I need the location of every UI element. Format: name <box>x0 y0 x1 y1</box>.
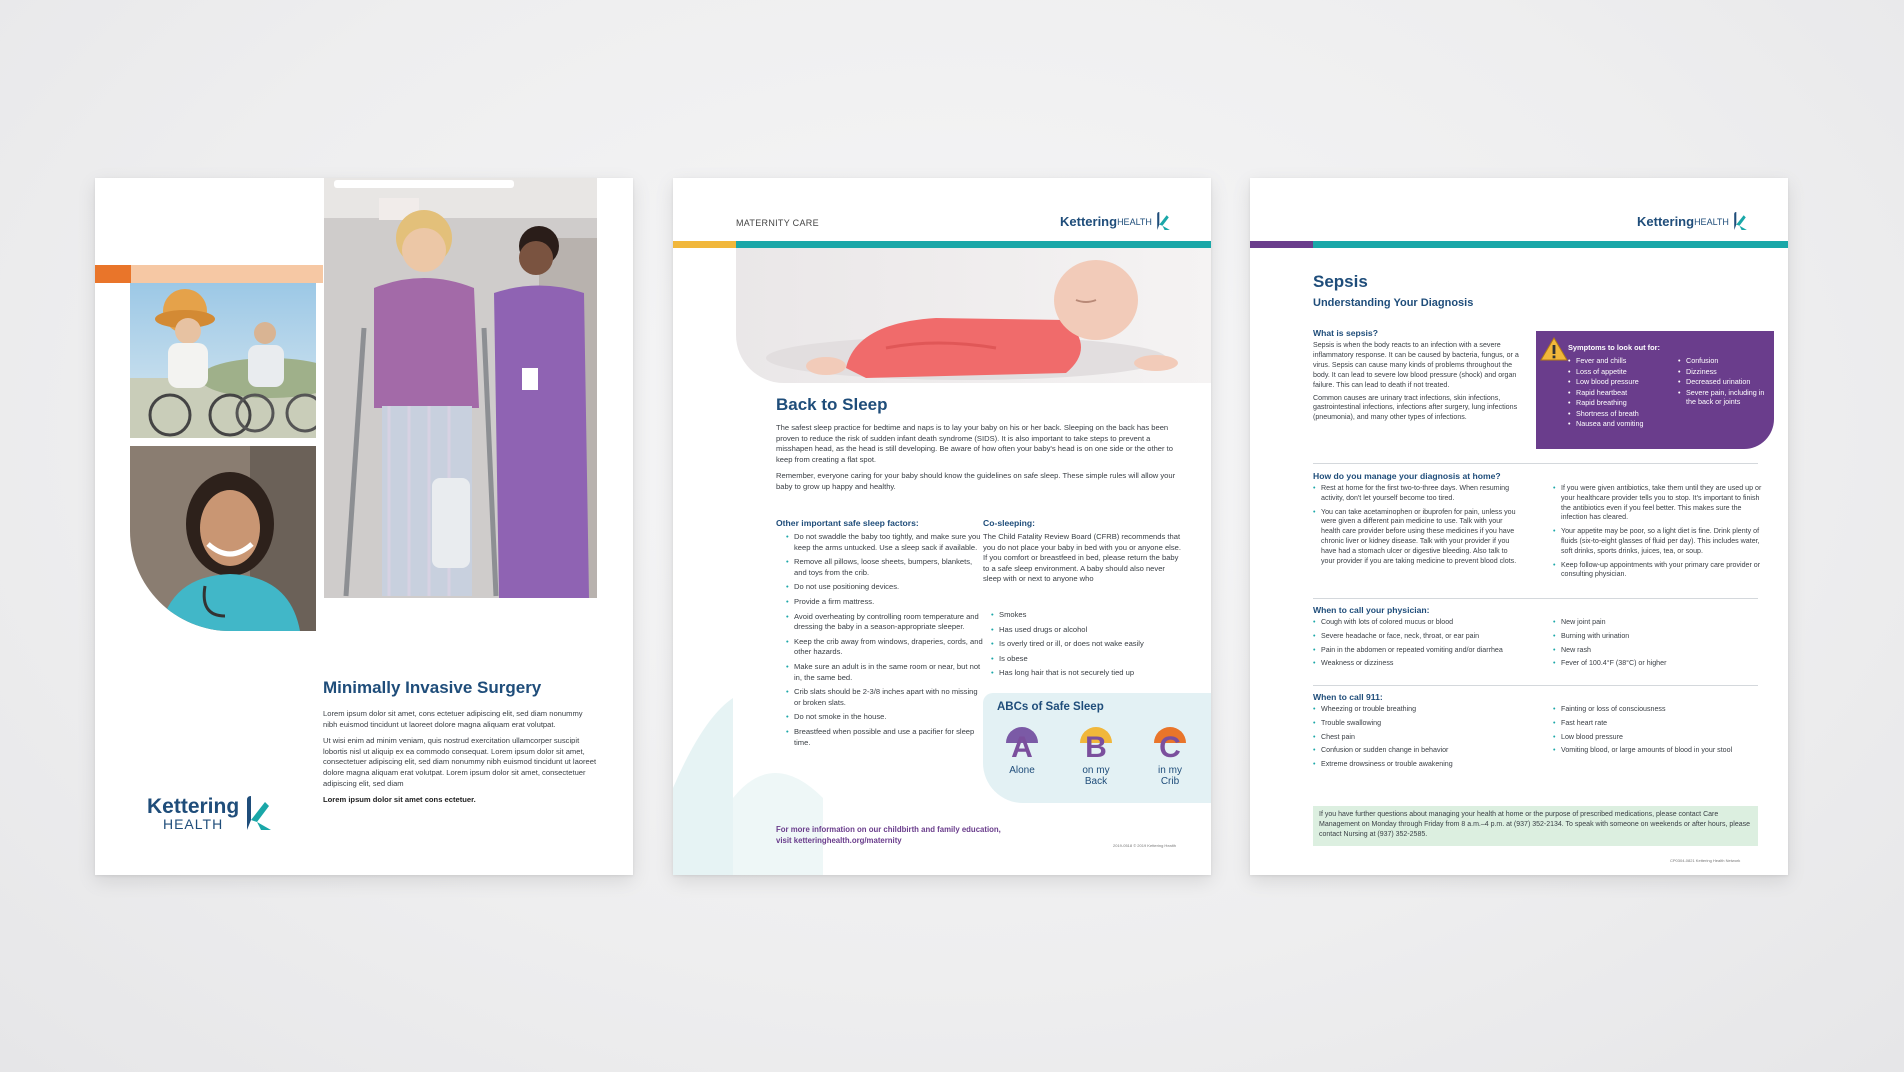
list-item: • Your appetite may be poor, so a light diet is fine. Drink plenty of fluids (six-to-eight glasses of fluid per day). This includes water, soft drinks, sports drinks, juices, tea, or soup. <box>1553 527 1765 556</box>
list-item: • Breastfeed when possible and use a pacifier for sleep time. <box>786 727 986 748</box>
symptoms-col1-container <box>1568 356 1668 430</box>
divider <box>1313 598 1758 599</box>
contact-text: If you have further questions about managing your health at home or the purpose of prescribed medications, please contact Care Management on Monday through Friday from 8 a.m.–4 p.m. at (937) 352-2134. To speak with someone on weekends or after hours, please contact Nursing at (937) 352-2585. <box>1319 811 1751 838</box>
list-item: • Rapid breathing <box>1568 398 1668 408</box>
list-item: • Is overly tired or ill, or does not wake easily <box>991 639 1191 650</box>
list-item: • Pain in the abdomen or repeated vomiting and/or diarrhea <box>1313 646 1523 656</box>
list-item: • If you were given antibiotics, take them until they are used up or your healthcare provider tells you to stop. It's important to finish the antibiotics even if you feel better. This makes sure the infection has cleared. <box>1553 484 1765 523</box>
abc-letter-badge <box>1002 727 1042 763</box>
list-item: • Make sure an adult is in the same room or near, but not in, the same bed. <box>786 662 986 683</box>
logo-word-health: HEALTH <box>1694 217 1729 227</box>
footer-link[interactable]: visit ketteringhealth.org/maternity <box>776 836 902 845</box>
factors-list <box>786 532 986 748</box>
abc-row <box>991 727 1201 787</box>
brochure-page-surgery <box>95 178 633 875</box>
divider <box>1313 685 1758 686</box>
paragraph: Sepsis is when the body reacts to an infection with a severe inflammatory response. It can be caused by bacteria, fungus, or a virus. Sepsis can cause many kinds of problems throughout the body. It can lead to severe low blood pressure (shock) and organ failure. This can lead to death if not treated. <box>1313 341 1519 389</box>
list-item: • Chest pain <box>1313 733 1523 743</box>
kettering-health-logo <box>1060 211 1172 231</box>
logo-word-kettering: Kettering <box>1637 213 1695 229</box>
abc-letter: B <box>1085 731 1107 764</box>
list-item: • Dizziness <box>1678 367 1770 377</box>
photo-smiling-nurse <box>130 446 316 631</box>
page-subtitle: Understanding Your Diagnosis <box>1313 297 1474 309</box>
list-item: • Fast heart rate <box>1553 719 1765 729</box>
footer-info <box>776 824 1001 846</box>
header-label: MATERNITY CARE <box>736 218 819 228</box>
photo-patient-on-crutches <box>324 178 597 598</box>
intro-text <box>776 423 1176 499</box>
list-item: • New joint pain <box>1553 618 1765 628</box>
manage-heading: How do you manage your diagnosis at home? <box>1313 471 1501 481</box>
paragraph: The safest sleep practice for bedtime and naps is to lay your baby on his or her back. Sleeping on the back has been proven to reduce the risk of sudden infant death syndrome (SIDS). It is also important to take steps to prevent a misshapen head, as the head is still developing. Be aware of how often your baby's head is on one side or the other to keep from creating a flat spot. <box>776 423 1173 464</box>
list-item: • Confusion <box>1678 356 1770 366</box>
list-item: • Low blood pressure <box>1568 377 1668 387</box>
header-bar-teal <box>1313 241 1788 248</box>
list-item: • Decreased urination <box>1678 377 1770 387</box>
contact-box <box>1313 806 1758 846</box>
e911-list-2 <box>1553 705 1765 756</box>
list-item: • Keep the crib away from windows, draperies, cords, and other hazards. <box>786 637 986 658</box>
logo-word-health: HEALTH <box>162 815 224 832</box>
footer-code: CP0304-0821 Kettering Health Network <box>1670 858 1741 863</box>
list-item: • Low blood pressure <box>1553 733 1765 743</box>
list-item: • Has long hair that is not securely tied up <box>991 668 1191 679</box>
physician-heading: When to call your physician: <box>1313 605 1430 615</box>
abc-letter-badge <box>1150 727 1190 763</box>
list-item: • You can take acetaminophen or ibuprofen for pain, unless you were given a different pain medicine to use. Talk with your health care provider before using these medicines if you have chronic liver or kidney disease. Talk with your provider if you have had a stomach ulcer or digestive bleeding. Also talk to your provider if you are taking medicine to prevent blood clots. <box>1313 508 1523 567</box>
paragraph: Ut wisi enim ad minim veniam, quis nostrud exercitation ullamcorper suscipit lobortis nisl ut aliquip ex ea commodo consequat. Lorem ipsum dolor sit amet, consectetuer adipiscing elit, sed diam nonummy nibh euismod tincidunt ut laoreet dolore magna aliquam erat volutpat. Lorem ipsum dolor sit amet, consectetuer adipiscing elit, sed diam <box>323 736 597 788</box>
list-item: • Remove all pillows, loose sheets, bumpers, blankets, and toys from the crib. <box>786 557 986 578</box>
list-item: • Wheezing or trouble breathing <box>1313 705 1523 715</box>
list-item: • Has used drugs or alcohol <box>991 625 1191 636</box>
list-item: • Do not use positioning devices. <box>786 582 986 593</box>
list-item: • Shortness of breath <box>1568 409 1668 419</box>
symptoms-list-2 <box>1678 356 1770 407</box>
list-item: • Confusion or sudden change in behavior <box>1313 746 1523 756</box>
factors-heading: Other important safe sleep factors: <box>776 518 919 528</box>
divider <box>1313 463 1758 464</box>
list-item: • Fever and chills <box>1568 356 1668 366</box>
e911-col2-container <box>1553 705 1765 760</box>
cosleep-list <box>991 610 1191 679</box>
list-item: • Do not swaddle the baby too tightly, and make sure you keep the arms untucked. Use a sleep sack if available. <box>786 532 986 553</box>
page-title: Sepsis <box>1313 272 1368 291</box>
abc-panel <box>983 693 1211 803</box>
kettering-k-mark-icon <box>1154 211 1172 231</box>
abc-title: ABCs of Safe Sleep <box>997 701 1104 713</box>
body-text <box>323 709 598 812</box>
list-item: • Rapid heartbeat <box>1568 388 1668 398</box>
symptoms-list-1 <box>1568 356 1668 429</box>
abc-label: Alone <box>1009 765 1035 776</box>
kettering-k-mark-icon <box>243 794 273 832</box>
brochure-page-sepsis <box>1250 178 1788 875</box>
cosleep-list-container <box>991 610 1191 683</box>
list-item: • Fainting or loss of consciousness <box>1553 705 1765 715</box>
abc-item <box>1139 727 1201 787</box>
logo-word-kettering: Kettering <box>1060 213 1118 229</box>
peach-accent-bar <box>131 265 323 283</box>
list-item: • Nausea and vomiting <box>1568 419 1668 429</box>
abc-letter-badge <box>1076 727 1116 763</box>
physician-list-1 <box>1313 618 1523 669</box>
e911-heading: When to call 911: <box>1313 692 1383 702</box>
header-bar-teal <box>736 241 1211 248</box>
list-item: • Extreme drowsiness or trouble awakening <box>1313 760 1523 770</box>
list-item: • Burning with urination <box>1553 632 1765 642</box>
factors-list-container <box>786 532 986 752</box>
physician-col1-container <box>1313 618 1523 673</box>
list-item: • Cough with lots of colored mucus or blood <box>1313 618 1523 628</box>
logo-word-health: HEALTH <box>1117 217 1152 227</box>
physician-list-2 <box>1553 618 1765 669</box>
kettering-k-mark-icon <box>1731 211 1749 231</box>
list-item: • Trouble swallowing <box>1313 719 1523 729</box>
list-item: • New rash <box>1553 646 1765 656</box>
manage-col1-container <box>1313 484 1523 570</box>
cosleep-text: The Child Fatality Review Board (CFRB) recommends that you do not place your baby in bed with you or anyone else. If you comfort or breastfeed in bed, please return the baby to a safe sleep environment. A baby should also never sleep with or next to anyone who <box>983 532 1181 584</box>
list-item: • Keep follow-up appointments with your primary care provider or consulting physician. <box>1553 561 1765 581</box>
kettering-health-logo <box>147 794 273 832</box>
page-title: Minimally Invasive Surgery <box>323 678 542 697</box>
abc-letter: A <box>1011 731 1033 764</box>
manage-list-1 <box>1313 484 1523 566</box>
list-item: • Do not smoke in the house. <box>786 712 986 723</box>
list-item: • Provide a firm mattress. <box>786 597 986 608</box>
list-item: • Weakness or dizziness <box>1313 659 1523 669</box>
physician-col2-container <box>1553 618 1765 673</box>
brochure-page-back-to-sleep <box>673 178 1211 875</box>
list-item: • Severe headache or face, neck, throat, or ear pain <box>1313 632 1523 642</box>
abc-item <box>1065 727 1127 787</box>
orange-accent-bar <box>95 265 131 283</box>
photo-sleeping-baby <box>736 248 1211 383</box>
list-item: • Crib slats should be 2-3/8 inches apart with no missing or broken slats. <box>786 687 986 708</box>
list-item: • Vomiting blood, or large amounts of blood in your stool <box>1553 746 1765 756</box>
symptoms-col2-container <box>1678 356 1770 408</box>
list-item: • Loss of appetite <box>1568 367 1668 377</box>
paragraph: Remember, everyone caring for your baby should know the guidelines on safe sleep. These simple rules will allow your baby to grow up happy and healthy. <box>776 471 1176 491</box>
what-text <box>1313 341 1525 429</box>
e911-col1-container <box>1313 705 1523 774</box>
kettering-health-logo <box>1637 211 1749 231</box>
what-heading: What is sepsis? <box>1313 328 1378 338</box>
header-bar-purple <box>1250 241 1313 248</box>
manage-col2-container <box>1553 484 1765 584</box>
photo-couple-cycling <box>130 283 316 438</box>
abc-label: on my Back <box>1082 765 1110 787</box>
list-item: • Avoid overheating by controlling room temperature and dressing the baby in a season-appropriate sleeper. <box>786 612 986 633</box>
footer-code: 2019-0518 © 2019 Kettering Health <box>1113 843 1176 848</box>
paragraph: Common causes are urinary tract infections, skin infections, gastrointestinal infections, infections after surgery, lung infections (pneumonia), and many other types of infections. <box>1313 393 1518 422</box>
footer-line: For more information on our childbirth and family education, <box>776 825 1001 834</box>
header-bar-yellow <box>673 241 736 248</box>
abc-label: in my Crib <box>1158 765 1182 787</box>
list-item: • Is obese <box>991 654 1191 665</box>
abc-letter: C <box>1159 731 1181 764</box>
cosleep-heading: Co-sleeping: <box>983 518 1036 528</box>
paragraph: Lorem ipsum dolor sit amet, cons ectetuer adipiscing elit, sed diam nonummy nibh euismod tincidunt ut laoreet dolore magna aliquam erat volutpat. <box>323 709 583 729</box>
page-title: Back to Sleep <box>776 395 888 414</box>
e911-list-1 <box>1313 705 1523 770</box>
list-item: • Rest at home for the first two-to-three days. When resuming activity, don't let yourself become too tired. <box>1313 484 1523 504</box>
warning-icon <box>1540 337 1568 361</box>
symptoms-title: Symptoms to look out for: <box>1568 343 1660 352</box>
paragraph-bold: Lorem ipsum dolor sit amet cons ectetuer. <box>323 795 476 805</box>
list-item: • Smokes <box>991 610 1191 621</box>
manage-list-2 <box>1553 484 1765 580</box>
logo-word-kettering: Kettering <box>147 794 240 818</box>
list-item: • Severe pain, including in the back or joints <box>1678 388 1770 407</box>
list-item: • Fever of 100.4°F (38°C) or higher <box>1553 659 1765 669</box>
abc-item <box>991 727 1053 787</box>
symptoms-box <box>1536 331 1774 449</box>
